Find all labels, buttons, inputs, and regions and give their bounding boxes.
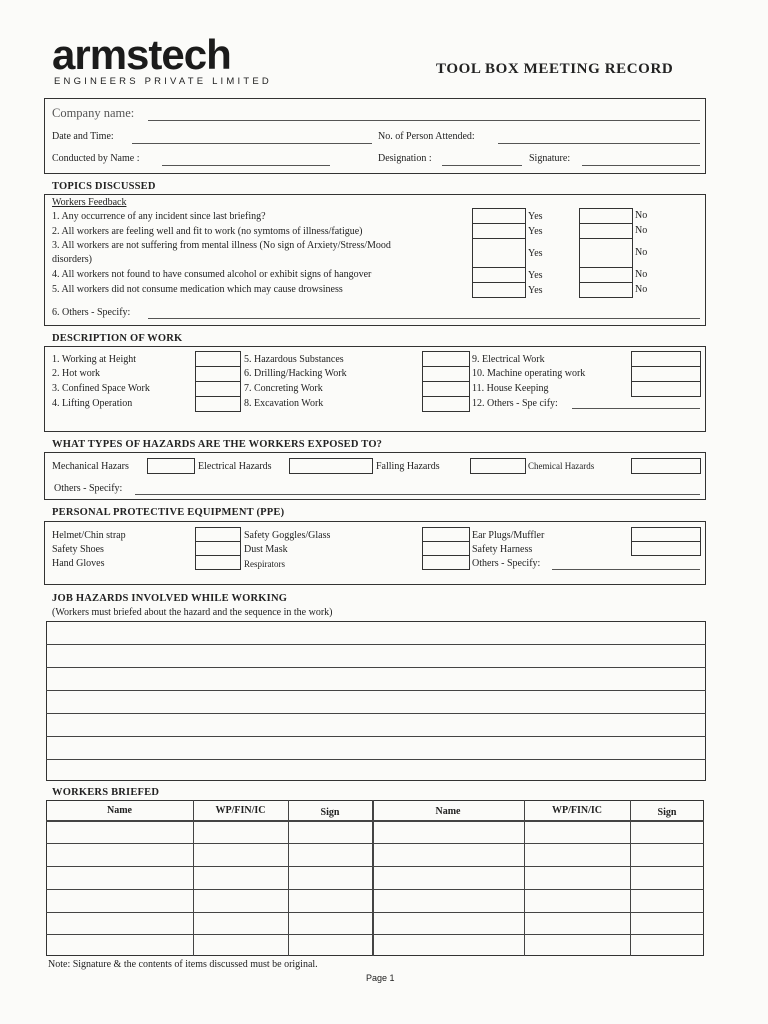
designation-label: Designation : [378, 153, 432, 164]
mechanical-hazards-box[interactable] [147, 458, 195, 474]
col-header-wp-2: WP/FIN/IC [552, 805, 602, 816]
job-hazards-line-5[interactable] [46, 736, 706, 737]
mechanical-hazards-label: Mechanical Hazars [52, 461, 129, 472]
ppe-harness-box[interactable] [631, 541, 701, 556]
falling-hazards-label: Falling Hazards [376, 461, 440, 472]
electrical-hazards-box[interactable] [289, 458, 373, 474]
topic-5-no-label: No [635, 284, 648, 295]
job-hazards-box [46, 621, 706, 781]
company-logo: armstech [52, 31, 231, 78]
topic-2-no-box[interactable] [579, 223, 633, 239]
topic-item-1: 1. Any occurrence of any incident since last briefing? [52, 211, 266, 222]
topic-2-no-label: No [635, 225, 648, 236]
col-header-name-1: Name [107, 805, 132, 816]
topic-3-no-label: No [635, 247, 648, 258]
ppe-respirators-label: Respirators [244, 559, 285, 569]
topic-5-no-box[interactable] [579, 282, 633, 298]
ppe-helmet-box[interactable] [195, 527, 241, 542]
table-col-divider [372, 800, 374, 956]
work-item-4: 4. Lifting Operation [52, 398, 133, 409]
ppe-shoes-box[interactable] [195, 541, 241, 556]
hazards-heading: WHAT TYPES OF HAZARDS ARE THE WORKERS EXPOSED TO? [52, 439, 383, 450]
date-time-field[interactable] [132, 143, 372, 144]
workers-feedback-label: Workers Feedback [52, 197, 127, 208]
work-10-box[interactable] [631, 366, 701, 382]
work-5-box[interactable] [422, 351, 470, 367]
job-hazards-line-1[interactable] [46, 644, 706, 645]
work-heading: DESCRIPTION OF WORK [52, 333, 183, 344]
falling-hazards-box[interactable] [470, 458, 526, 474]
conducted-by-label: Conducted by Name : [52, 153, 140, 164]
topic-5-yes-box[interactable] [472, 282, 526, 298]
table-row[interactable] [46, 843, 704, 844]
job-hazards-heading: JOB HAZARDS INVOLVED WHILE WORKING [52, 593, 288, 604]
work-item-9: 9. Electrical Work [472, 354, 545, 365]
table-row[interactable] [46, 866, 704, 867]
topic-1-no-box[interactable] [579, 208, 633, 224]
company-name-field[interactable] [148, 120, 700, 121]
work-item-2: 2. Hot work [52, 368, 101, 379]
ppe-goggles-label: Safety Goggles/Glass [244, 530, 331, 541]
table-row[interactable] [46, 934, 704, 935]
table-col-divider [288, 800, 289, 956]
topic-3-yes-box[interactable] [472, 238, 526, 268]
table-col-divider [630, 800, 631, 956]
topic-5-yes-label: Yes [528, 285, 543, 296]
work-3-box[interactable] [195, 381, 241, 397]
work-item-1: 1. Working at Height [52, 354, 136, 365]
ppe-gloves-box[interactable] [195, 555, 241, 570]
ppe-earplugs-label: Ear Plugs/Muffler [472, 530, 545, 541]
table-header-divider [46, 820, 704, 822]
work-item-11: 11. House Keeping [472, 383, 549, 394]
topic-item-3: 3. All workers are not suffering from mental illness (No sign of Arxiety/Stress/Mood [52, 240, 391, 251]
topic-item-5: 5. All workers did not consume medication which may cause drowsiness [52, 284, 343, 295]
topic-others-field[interactable] [148, 318, 700, 319]
ppe-others-label: Others - Specify: [472, 558, 541, 569]
chemical-hazards-box[interactable] [631, 458, 701, 474]
col-header-wp-1: WP/FIN/IC [215, 805, 266, 816]
work-6-box[interactable] [422, 366, 470, 382]
work-item-7: 7. Concreting Work [244, 383, 323, 394]
persons-attended-label: No. of Person Attended: [378, 131, 475, 142]
topic-4-yes-label: Yes [528, 270, 543, 281]
work-item-12: 12. Others - Spe cify: [472, 398, 558, 409]
job-hazards-line-4[interactable] [46, 713, 706, 714]
hazards-others-label: Others - Specify: [54, 483, 123, 494]
ppe-dustmask-box[interactable] [422, 541, 470, 556]
topic-2-yes-box[interactable] [472, 223, 526, 239]
col-header-name-2: Name [435, 806, 461, 817]
ppe-earplugs-box[interactable] [631, 527, 701, 542]
ppe-heading: PERSONAL PROTECTIVE EQUIPMENT (PPE) [52, 507, 285, 518]
work-7-box[interactable] [422, 381, 470, 397]
workers-briefed-table [46, 800, 704, 956]
hazards-others-field[interactable] [135, 494, 700, 495]
signature-field[interactable] [582, 165, 700, 166]
job-hazards-line-2[interactable] [46, 667, 706, 668]
chemical-hazards-label: Chemical Hazards [528, 461, 595, 471]
persons-attended-field[interactable] [498, 143, 700, 144]
footer-note: Note: Signature & the contents of items discussed must be original. [48, 959, 318, 970]
signature-label: Signature: [529, 153, 571, 164]
job-hazards-line-6[interactable] [46, 759, 706, 760]
work-item-8: 8. Excavation Work [244, 398, 324, 409]
work-8-box[interactable] [422, 396, 470, 412]
topic-4-no-box[interactable] [579, 267, 633, 283]
topic-item-4: 4. All workers not found to have consumed alcohol or exhibit signs of hangover [52, 269, 372, 280]
conducted-by-field[interactable] [162, 165, 330, 166]
ppe-gloves-label: Hand Gloves [52, 558, 105, 569]
topic-4-yes-box[interactable] [472, 267, 526, 283]
topic-3-yes-label: Yes [528, 248, 543, 259]
topic-item-2: 2. All workers are feeling well and fit to work (no symtoms of illness/fatigue) [52, 226, 363, 237]
ppe-harness-label: Safety Harness [472, 544, 533, 555]
job-hazards-subheading: (Workers must briefed about the hazard and the sequence in the work) [52, 607, 333, 618]
hazards-box [44, 452, 706, 500]
topic-1-no-label: No [635, 210, 648, 221]
table-row[interactable] [46, 889, 704, 890]
work-4-box[interactable] [195, 396, 241, 412]
topic-others-label: 6. Others - Specify: [52, 307, 131, 318]
work-1-box[interactable] [195, 351, 241, 367]
work-others-field[interactable] [572, 408, 700, 409]
work-11-box[interactable] [631, 381, 701, 397]
work-item-10: 10. Machine operating work [472, 368, 586, 379]
col-header-sign-1: Sign [320, 807, 340, 818]
job-hazards-line-3[interactable] [46, 690, 706, 691]
work-2-box[interactable] [195, 366, 241, 382]
ppe-others-field[interactable] [552, 569, 700, 570]
topic-2-yes-label: Yes [528, 226, 543, 237]
company-name-label: Company name: [52, 106, 135, 120]
date-time-label: Date and Time: [52, 131, 114, 142]
workers-briefed-heading: WORKERS BRIEFED [52, 787, 160, 798]
table-col-divider [193, 800, 194, 956]
ppe-dustmask-label: Dust Mask [244, 544, 288, 555]
ppe-helmet-label: Helmet/Chin strap [52, 530, 126, 541]
ppe-goggles-box[interactable] [422, 527, 470, 542]
work-item-3: 3. Confined Space Work [52, 383, 150, 394]
topic-1-yes-box[interactable] [472, 208, 526, 224]
page-number: Page 1 [366, 973, 395, 983]
topic-1-yes-label: Yes [528, 211, 543, 222]
ppe-box [44, 521, 706, 585]
document-title: TOOL BOX MEETING RECORD [436, 61, 674, 77]
topic-4-no-label: No [635, 269, 648, 280]
info-box [44, 98, 706, 174]
ppe-shoes-label: Safety Shoes [52, 544, 104, 555]
work-9-box[interactable] [631, 351, 701, 367]
company-logo-subtitle: ENGINEERS PRIVATE LIMITED [54, 76, 272, 87]
topic-3-no-box[interactable] [579, 238, 633, 268]
ppe-respirators-box[interactable] [422, 555, 470, 570]
table-col-divider [524, 800, 525, 956]
designation-field[interactable] [442, 165, 522, 166]
col-header-sign-2: Sign [657, 807, 677, 818]
work-item-5: 5. Hazardous Substances [244, 354, 344, 365]
topics-heading: TOPICS DISCUSSED [52, 181, 156, 192]
table-row[interactable] [46, 912, 704, 913]
topic-item-3-cont: disorders) [52, 254, 92, 265]
work-item-6: 6. Drilling/Hacking Work [244, 368, 347, 379]
electrical-hazards-label: Electrical Hazards [198, 461, 272, 472]
